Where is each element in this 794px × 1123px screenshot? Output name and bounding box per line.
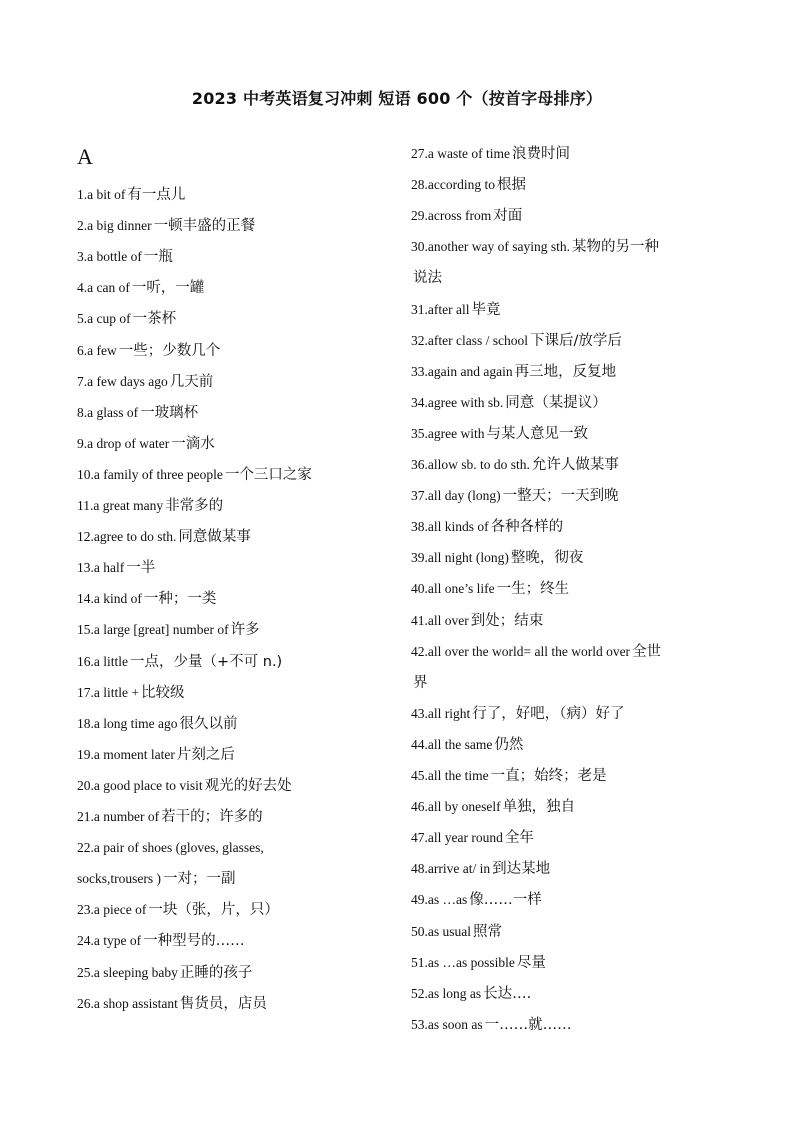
phrase-chinese: 一……就……: [484, 1016, 572, 1033]
phrase-english: 45.all the time: [411, 768, 489, 783]
phrase-entry: [411, 300, 500, 320]
phrase-chinese: 一种；一类: [143, 591, 217, 608]
phrase-english: 1.a bit of: [77, 187, 126, 202]
phrase-chinese: 仍然: [494, 736, 524, 753]
phrase-entry: [77, 341, 220, 361]
phrase-english: 19.a moment later: [77, 746, 175, 762]
phrase-english: 29.across from: [411, 208, 492, 224]
phrase-chinese: 一些；少数几个: [118, 342, 221, 359]
phrase-english: 11.a great many: [77, 498, 164, 513]
phrase-english: 9.a drop of water: [77, 435, 170, 451]
phrase-english: 38.all kinds of: [411, 519, 489, 535]
phrase-chinese: 到达某地: [492, 861, 551, 878]
phrase-chinese: 一瓶: [143, 249, 173, 266]
phrase-entry: [77, 558, 155, 578]
phrase-chinese: 观光的好去处: [204, 777, 292, 794]
phrase-chinese: 行了，好吧，（病）好了: [472, 705, 625, 722]
phrase-chinese: 像……一样: [469, 892, 542, 909]
phrase-english: 22.a pair of shoes (gloves, glasses,: [77, 840, 264, 856]
phrase-english: 35.agree with: [411, 425, 485, 441]
phrase-english: 7.a few days ago: [77, 373, 168, 389]
phrase-entry: [77, 434, 215, 454]
phrase-english: 6.a few: [77, 342, 117, 358]
phrase-entry: [411, 237, 659, 257]
phrase-english: 18.a long time ago: [77, 715, 178, 731]
phrase-entry: [411, 455, 619, 475]
phrase-chinese: 全世: [632, 643, 662, 660]
phrase-chinese: 一点，少量（+不可 n.): [130, 653, 283, 670]
phrase-entry: [411, 362, 616, 382]
phrase-entry: [411, 828, 534, 848]
phrase-chinese: 一半: [126, 560, 156, 577]
phrase-english: 3.a bottle of: [77, 249, 142, 265]
phrase-entry: [411, 579, 569, 599]
phrase-chinese: 售货员，店员: [179, 995, 267, 1012]
phrase-entry: [411, 206, 522, 226]
phrase-entry: [411, 393, 607, 413]
section-letter: A: [77, 144, 93, 169]
phrase-entry: [411, 1015, 572, 1035]
phrase-chinese: 一个三口之家: [224, 466, 312, 483]
phrase-entry: [77, 683, 184, 703]
phrase-entry: [411, 144, 570, 164]
phrase-chinese: 一种型号的……: [143, 933, 245, 950]
phrase-entry: [77, 465, 312, 485]
phrase-entry: [77, 776, 292, 796]
phrase-entry: [77, 994, 267, 1014]
phrase-entry: [411, 175, 526, 195]
phrase-chinese: 一玻璃杯: [140, 404, 199, 421]
phrase-english: 16.a little: [77, 653, 128, 669]
phrase-entry: [77, 278, 204, 298]
phrase-chinese: 一对；一副: [163, 871, 236, 888]
phrase-entry: [411, 424, 588, 444]
phrase-english: 49.as …as: [411, 892, 468, 908]
phrase-english: 31.after all: [411, 301, 470, 317]
phrase-entry: [77, 963, 252, 983]
phrase-english: 21.a number of: [77, 809, 160, 824]
phrase-entry: [411, 642, 661, 662]
phrase-english: 39.all night (long): [411, 550, 509, 566]
phrase-chinese: 单独，独自: [502, 799, 576, 816]
phrase-entry: [411, 766, 607, 786]
phrase-chinese: 与某人意见一致: [486, 425, 588, 442]
phrase-entry: [77, 185, 185, 205]
phrase-english: 13.a half: [77, 560, 125, 576]
phrase-chinese: 许多: [230, 622, 260, 639]
phrase-english: 14.a kind of: [77, 591, 142, 607]
phrase-chinese: 整晚，彻夜: [510, 550, 584, 567]
phrase-entry: [411, 331, 622, 351]
phrase-english: 48.arrive at/ in: [411, 861, 491, 877]
phrase-chinese: 一顿丰盛的正餐: [153, 218, 256, 235]
phrase-chinese: 尽量: [516, 954, 546, 971]
phrase-english: 33.again and again: [411, 363, 513, 379]
phrase-english: socks,trousers ): [77, 871, 161, 887]
phrase-entry: [411, 953, 546, 973]
phrase-entry: [77, 403, 198, 423]
phrase-chinese: 有一点儿: [127, 187, 186, 203]
phrase-chinese: 各种各样的: [490, 519, 564, 536]
phrase-chinese: 下课后/放学后: [529, 332, 622, 349]
phrase-entry: [411, 984, 531, 1004]
phrase-entry: [77, 900, 279, 920]
phrase-chinese: 若干的；许多的: [161, 809, 263, 825]
phrase-chinese: 一生；终生: [496, 581, 570, 598]
phrase-chinese: 很久以前: [179, 715, 238, 732]
phrase-english: 26.a shop assistant: [77, 995, 178, 1011]
phrase-chinese: 毕竟: [471, 301, 501, 318]
phrase-english: 34.agree with sb.: [411, 394, 504, 410]
phrase-chinese: 片刻之后: [176, 746, 235, 763]
phrase-english: 53.as soon as: [411, 1016, 483, 1032]
phrase-english: 25.a sleeping baby: [77, 964, 178, 980]
phrase-entry: [411, 517, 563, 537]
phrase-chinese: 一滴水: [171, 435, 215, 452]
phrase-chinese: 正睡的孩子: [179, 964, 253, 981]
phrase-chinese: 同意（某提议）: [505, 394, 607, 411]
page-title: 2023 中考英语复习冲刺 短语 600 个（按首字母排序）: [191, 89, 603, 108]
phrase-chinese: 一直；始终；老是: [490, 768, 607, 784]
phrase-chinese: 到处；结束: [470, 612, 544, 629]
phrase-english: 24.a type of: [77, 933, 142, 949]
phrase-entry: [77, 931, 245, 951]
phrase-english: 42.all over the world= all the world over: [411, 643, 631, 659]
phrase-english: 27.a waste of time: [411, 146, 510, 161]
phrase-chinese: 一整天；一天到晚: [502, 488, 619, 505]
phrase-entry: [411, 673, 428, 693]
phrase-english: 5.a cup of: [77, 311, 131, 327]
phrase-entry: [77, 216, 255, 236]
phrase-entry: [411, 890, 542, 910]
phrase-entry: [77, 745, 235, 765]
phrase-english: 28.according to: [411, 177, 495, 193]
phrase-chinese: 全年: [504, 830, 534, 847]
phrase-english: 44.all the same: [411, 736, 493, 752]
phrase-entry: [77, 589, 216, 609]
phrase-english: 4.a can of: [77, 280, 130, 296]
phrase-english: 40.all one’s life: [411, 581, 495, 597]
phrase-english: 8.a glass of: [77, 404, 139, 420]
phrase-english: 15.a large [great] number of: [77, 622, 229, 638]
phrase-chinese: 界: [413, 674, 428, 691]
phrase-entry: [77, 247, 173, 267]
phrase-entry: [411, 548, 583, 568]
phrase-entry: [77, 527, 251, 547]
phrase-chinese: 一听，一罐: [131, 280, 205, 297]
phrase-entry: [77, 372, 213, 392]
phrase-chinese: 对面: [493, 208, 523, 225]
phrase-entry: [411, 859, 550, 879]
phrase-chinese: 某物的另一种: [571, 239, 659, 256]
phrase-chinese: 同意做某事: [178, 529, 251, 546]
phrase-entry: [77, 620, 260, 640]
phrase-english: 51.as …as possible: [411, 954, 515, 970]
phrase-english: 37.all day (long): [411, 488, 501, 504]
phrase-english: 47.all year round: [411, 830, 503, 846]
phrase-chinese: 浪费时间: [511, 146, 570, 162]
phrase-chinese: 再三地，反复地: [514, 363, 617, 380]
phrase-entry: [77, 838, 266, 858]
phrase-english: 30.another way of saying sth.: [411, 239, 570, 255]
phrase-chinese: 根据: [496, 177, 526, 194]
phrase-english: 32.after class / school: [411, 332, 528, 348]
phrase-chinese: 允许人做某事: [531, 457, 619, 473]
phrase-english: 10.a family of three people: [77, 466, 223, 482]
phrase-entry: [77, 309, 176, 329]
phrase-english: 41.all over: [411, 612, 469, 628]
phrase-entry: [411, 797, 575, 817]
phrase-entry: [411, 268, 442, 288]
phrase-english: 12.agree to do sth.: [77, 529, 177, 545]
phrase-entry: [411, 735, 523, 755]
phrase-entry: [411, 611, 543, 631]
phrase-chinese: 一块（张，片，只）: [148, 902, 279, 919]
phrase-english: 20.a good place to visit: [77, 777, 203, 793]
phrase-english: 17.a little +: [77, 684, 139, 700]
phrase-english: 2.a big dinner: [77, 218, 152, 234]
phrase-english: 52.as long as: [411, 985, 482, 1001]
phrase-chinese: 几天前: [169, 373, 214, 390]
phrase-english: 50.as usual: [411, 923, 471, 939]
phrase-entry: [77, 807, 263, 827]
phrase-english: 23.a piece of: [77, 902, 147, 918]
phrase-entry: [411, 922, 502, 942]
phrase-chinese: 说法: [413, 270, 442, 287]
phrase-entry: [411, 486, 619, 506]
phrase-chinese: 照常: [473, 923, 502, 940]
phrase-entry: [411, 704, 625, 724]
phrase-chinese: 比较级: [140, 684, 185, 701]
phrase-chinese: 非常多的: [165, 498, 224, 514]
phrase-entry: [77, 652, 282, 672]
phrase-english: 43.all right: [411, 705, 471, 721]
phrase-english: 36.allow sb. to do sth.: [411, 457, 530, 472]
phrase-chinese: 一茶杯: [132, 311, 177, 328]
phrase-entry: [77, 869, 236, 889]
phrase-entry: [77, 496, 223, 516]
phrase-chinese: 长达….: [483, 985, 532, 1002]
phrase-entry: [77, 714, 237, 734]
phrase-english: 46.all by oneself: [411, 799, 501, 815]
